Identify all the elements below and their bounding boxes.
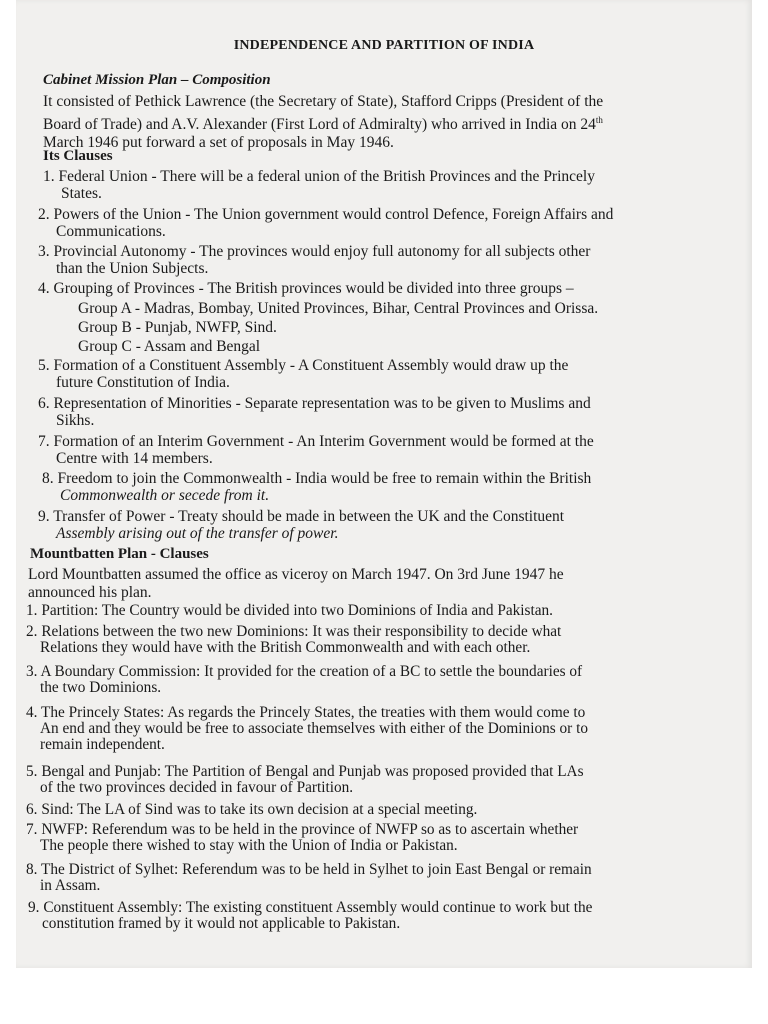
mountbatten-heading: Mountbatten Plan - Clauses: [30, 546, 209, 562]
clause-text-continued: remain independent.: [40, 736, 165, 753]
clause-text: Sind: The LA of Sind was to take its own decision at a special meeting.: [41, 801, 478, 818]
clause-text-continued: in Assam.: [40, 877, 101, 894]
cabinet-mission-heading: Cabinet Mission Plan – Composition: [43, 72, 271, 88]
mountbatten-clause: [26, 764, 736, 796]
clause-text-continued: than the Union Subjects.: [56, 260, 209, 277]
clause-text: Formation of an Interim Government - An Interim Government would be formed at the: [53, 433, 594, 450]
mountbatten-clause: [26, 603, 736, 619]
mountbatten-intro: [28, 566, 728, 602]
group-b: Group B - Punjab, NWFP, Sind.: [78, 319, 277, 336]
clause-text: Bengal and Punjab: The Partition of Bengal and Punjab was proposed provided that LAs: [41, 763, 584, 780]
clause-text-continued: future Constitution of India.: [56, 374, 230, 391]
clause-text-continued: Sikhs.: [56, 412, 95, 429]
cabinet-clause: [42, 470, 732, 504]
cabinet-clause: [38, 433, 728, 467]
clause-number: 4.: [26, 704, 38, 721]
clause-text: The District of Sylhet: Referendum was to be held in Sylhet to join East Bengal or remain: [41, 861, 592, 878]
clause-number: 2.: [38, 206, 50, 223]
group-c: Group C - Assam and Bengal: [78, 338, 261, 355]
clause-text: Relations between the two new Dominions: It was their responsibility to decide what: [41, 623, 562, 640]
mountbatten-clause: [26, 705, 736, 753]
clause-number: 9.: [28, 899, 40, 916]
clause-text: A Boundary Commission: It provided for the creation of a BC to settle the boundaries of: [40, 663, 583, 680]
clause-number: 8.: [42, 470, 54, 487]
mountbatten-intro-line: announced his plan.: [28, 584, 152, 601]
date-superscript: th: [595, 115, 603, 125]
group-a: Group A - Madras, Bombay, United Provinces, Bihar, Central Provinces and Orissa.: [78, 300, 599, 317]
cabinet-clause: [38, 243, 728, 277]
mountbatten-clause: [26, 802, 736, 818]
clause-text: The Princely States: As regards the Princely States, the treaties with them would come to: [41, 704, 586, 721]
mountbatten-clause: [26, 664, 736, 696]
mountbatten-clause: [28, 900, 738, 932]
clause-text: Partition: The Country would be divided into two Dominions of India and Pakistan.: [41, 602, 554, 619]
cabinet-clause: [38, 206, 728, 240]
mountbatten-intro-line: Lord Mountbatten assumed the office as viceroy on March 1947. On 3rd June 1947 he: [28, 566, 564, 583]
clause-number: 9.: [38, 508, 50, 525]
mountbatten-clause: [26, 862, 736, 894]
clause-text-continued: Assembly arising out of the transfer of power.: [56, 525, 339, 542]
mountbatten-clause: [26, 822, 736, 854]
cabinet-intro-line: Board of Trade) and A.V. Alexander (First Lord of Admiralty) who arrived in India on 24: [43, 116, 596, 134]
clause-number: 5.: [26, 763, 38, 780]
clause-number: 2.: [26, 623, 38, 640]
clause-text-continued: An end and they would be free to associate themselves with either of the Dominions or to: [40, 720, 588, 737]
clause-number: 6.: [26, 801, 38, 818]
clause-text: Representation of Minorities - Separate representation was to be given to Muslims and: [53, 395, 591, 412]
clause-text: Powers of the Union - The Union government would control Defence, Foreign Affairs and: [53, 206, 614, 223]
clause-text-continued: of the two provinces decided in favour of Partition.: [40, 779, 354, 796]
clause-text-continued: the two Dominions.: [40, 679, 162, 696]
clause-number: 7.: [38, 433, 50, 450]
cabinet-clause: [38, 508, 728, 542]
cabinet-intro-line: It consisted of Pethick Lawrence (the Secretary of State), Stafford Cripps (President of the: [43, 93, 604, 110]
clause-number: 5.: [38, 357, 50, 374]
clauses-heading: Its Clauses: [43, 148, 113, 164]
mountbatten-clause: [26, 624, 736, 656]
clause-text: Constituent Assembly: The existing constituent Assembly would continue to work but the: [43, 899, 593, 916]
clause-number: 7.: [26, 821, 38, 838]
clause-number: 1.: [43, 168, 55, 185]
clause-number: 4.: [38, 280, 50, 297]
clause-text-continued: Communications.: [56, 223, 166, 240]
clause-text-continued: The people there wished to stay with the Union of India or Pakistan.: [40, 837, 458, 854]
clause-number: 6.: [38, 395, 50, 412]
clause-number: 3.: [38, 243, 50, 260]
clause-text: NWFP: Referendum was to be held in the province of NWFP so as to ascertain whether: [41, 821, 579, 838]
clause-text: Federal Union - There will be a federal union of the British Provinces and the Princely: [58, 168, 595, 185]
clause-number: 8.: [26, 861, 38, 878]
clause-text: Grouping of Provinces - The British provinces would be divided into three groups –: [53, 280, 574, 297]
clause-text-continued: States.: [61, 185, 102, 202]
clause-text: Transfer of Power - Treaty should be made in between the UK and the Constituent: [53, 508, 565, 525]
clause-text: Formation of a Constituent Assembly - A Constituent Assembly would draw up the: [53, 357, 569, 374]
clause-text-continued: Relations they would have with the British Commonwealth and with each other.: [40, 639, 531, 656]
clause-text: Provincial Autonomy - The provinces would enjoy full autonomy for all subjects other: [53, 243, 591, 260]
clause-text-continued: Centre with 14 members.: [56, 450, 213, 467]
cabinet-intro-line: March 1946 put forward a set of proposals in May 1946.: [43, 134, 394, 152]
clause-text: Freedom to join the Commonwealth - India would be free to remain within the British: [57, 470, 592, 487]
clause-text-continued: constitution framed by it would not applicable to Pakistan.: [42, 915, 401, 932]
cabinet-clause: [43, 168, 733, 202]
clause-number: 1.: [26, 602, 38, 619]
clause-text-continued: Commonwealth or secede from it.: [60, 487, 270, 504]
cabinet-clause: [38, 280, 728, 297]
document-title: INDEPENDENCE AND PARTITION OF INDIA: [233, 38, 535, 53]
clause-number: 3.: [26, 663, 38, 680]
cabinet-intro: [43, 93, 723, 152]
cabinet-clause: [38, 395, 728, 429]
cabinet-clause: [38, 357, 728, 391]
